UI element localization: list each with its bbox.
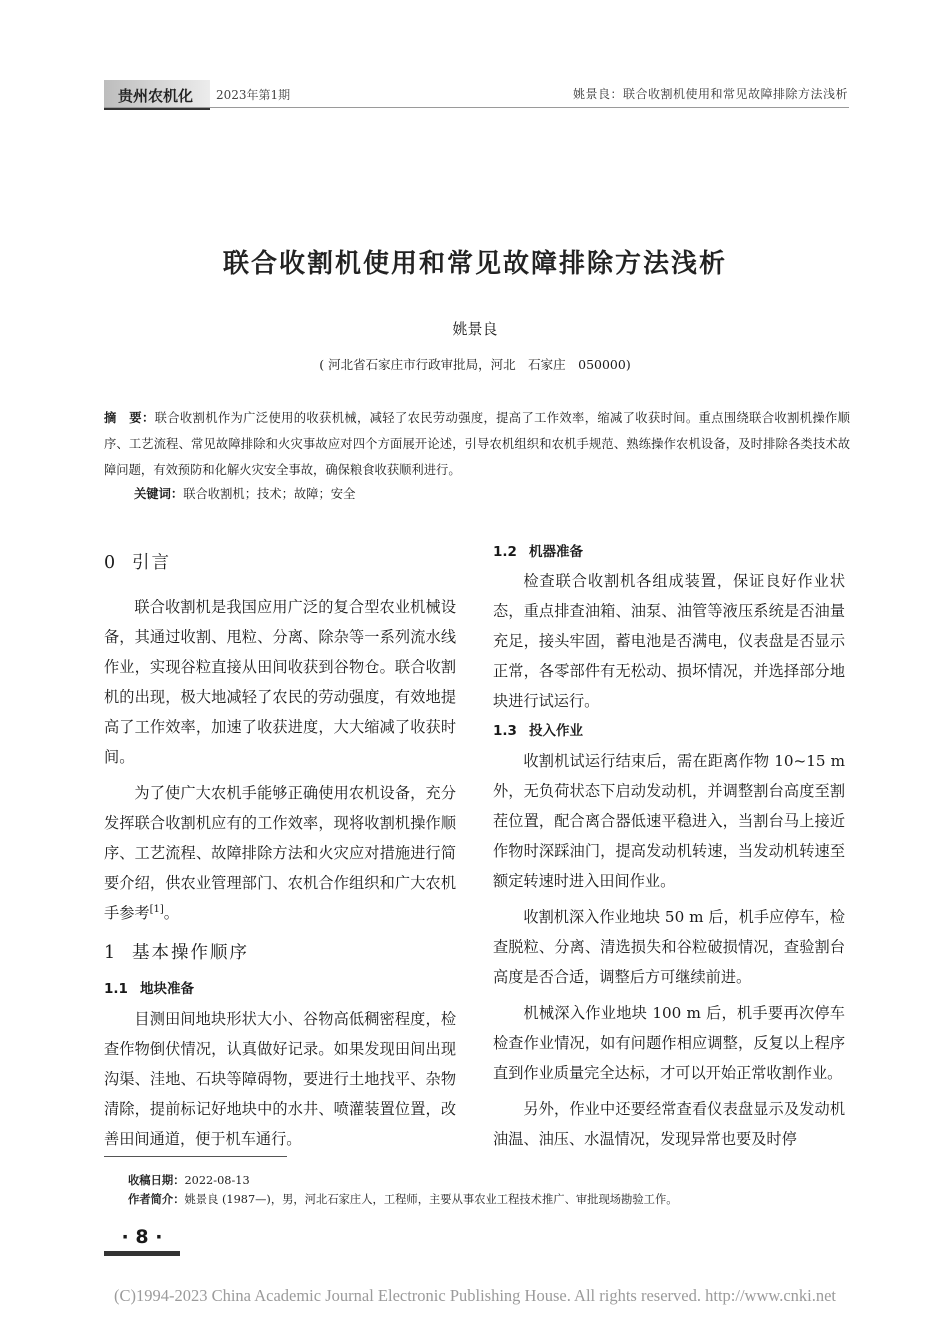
received-label: 收稿日期： <box>128 1174 185 1187</box>
paragraph: 另外，作业中还要经常查看仪表盘显示及发动机油温、油压、水温情况，发现异常也要及时停 <box>493 1100 845 1148</box>
running-title: 姚景良：联合收割机使用和常见故障排除方法浅析 <box>572 87 848 101</box>
section-number: 0 <box>104 553 118 573</box>
author-affiliation: ( 河北省石家庄市行政审批局，河北 石家庄 050000) <box>319 357 631 372</box>
section-title: 基本操作顺序 <box>132 943 249 963</box>
section-number: 1 <box>104 943 118 963</box>
header-rule <box>104 107 849 108</box>
subsection-title: 投入作业 <box>529 723 583 739</box>
subsection-1-2-heading <box>493 538 845 566</box>
paragraph <box>104 778 456 928</box>
article-title: 联合收割机使用和常见故障排除方法浅析 <box>222 249 727 279</box>
paragraph: 收割机试运行结束后，需在距离作物 10~15 m 外，无负荷状态下启动发动机，并调整割台高度至割茬位置，配合离合器低速平稳进入，当割台马上接近作物时深踩油门，提高发动机转速，当发动机转速至额定转速时进入田间作业。 <box>493 752 845 890</box>
section-0-heading <box>104 548 456 584</box>
page-number: · 8 · <box>121 1226 163 1248</box>
paragraph: 收割机深入作业地块 50 m 后，机手应停车，检查脱粒、分离、清选损失和谷粒破损情况，查验割台高度是否合适，调整后方可继续前进。 <box>493 908 845 986</box>
author-bio <box>128 1191 850 1207</box>
abstract-label: 摘 要： <box>104 411 155 425</box>
subsection-1-3-heading <box>493 716 845 746</box>
subsection-title: 机器准备 <box>529 544 583 560</box>
paragraph-text: 为了使广大农机手能够正确使用农机设备，充分发挥联合收割机应有的工作效率，现将收割机操作顺序、工艺流程、故障排除方法和火灾应对措施进行简要介绍，供农业管理部门、农机合作组织和广大农机手参考 <box>104 784 456 922</box>
paragraph: 目测田间地块形状大小、谷物高低稠密程度，检查作物倒伏情况，认真做好记录。如果发现田间出现沟渠、洼地、石块等障碍物，要进行土地找平、杂物清除，提前标记好地块中的水井、喷灌装置位置，改善田间通道，便于机车通行。 <box>104 1010 456 1148</box>
issue-label: 2023年第1期 <box>216 88 291 102</box>
received-value: 2022-08-13 <box>184 1174 250 1187</box>
footnote-rule <box>104 1156 287 1157</box>
bio-text: 姚景良 (1987—)，男，河北石家庄人，工程师，主要从事农业工程技术推广、审批现场勘验工作。 <box>184 1193 678 1206</box>
left-column <box>104 548 456 1154</box>
paragraph: 机械深入作业地块 100 m 后，机手要再次停车检查作业情况，如有问题作相应调整，反复以上程序直到作业质量完全达标，才可以开始正常收割作业。 <box>493 1004 845 1082</box>
section-title: 引言 <box>132 553 171 573</box>
section-1-heading <box>104 938 456 974</box>
received-date <box>128 1172 250 1188</box>
page-number-bar <box>104 1251 180 1256</box>
author-name: 姚景良 <box>452 320 498 338</box>
abstract <box>104 405 850 483</box>
subsection-title: 地块准备 <box>140 981 194 997</box>
abstract-text: 联合收割机作为广泛使用的收获机械，减轻了农民劳动强度，提高了工作效率，缩减了收获时间。重点围绕联合收割机操作顺序、工艺流程、常见故障排除和火灾事故应对四个方面展开论述，引导农机组织和农机手规范、熟练操作农机设备，及时排除各类技术故障问题，有效预防和化解火灾安全事故，确保粮食收获顺利进行。 <box>104 411 850 477</box>
paragraph: 联合收割机是我国应用广泛的复合型农业机械设备，其通过收割、甩粒、分离、除杂等一系列流水线作业，实现谷粒直接从田间收获到谷物仓。联合收割机的出现，极大地减轻了农民的劳动强度，有效地提高了工作效率，加速了收获进度，大大缩减了收获时间。 <box>104 598 456 766</box>
subsection-number: 1.2 <box>493 544 517 560</box>
keywords-label: 关键词： <box>134 487 184 501</box>
right-column <box>493 538 845 1154</box>
subsection-number: 1.3 <box>493 723 517 739</box>
keywords <box>134 484 355 502</box>
paragraph-end: 。 <box>163 904 179 922</box>
paragraph: 检查联合收割机各组成装置，保证良好作业状态，重点排查油箱、油泵、油管等液压系统是否油量充足，接头牢固，蓄电池是否满电，仪表盘是否显示正常，各零部件有无松动、损坏情况，并选择部分地块进行试运行。 <box>493 572 845 710</box>
journal-name: 贵州农机化 <box>118 87 194 105</box>
subsection-1-1-heading <box>104 974 456 1004</box>
copyright-notice: (C)1994-2023 China Academic Journal Electronic Publishing House. All rights reserved. http://www.cnki.net <box>113 1286 837 1305</box>
citation-ref[interactable]: [1] <box>149 903 164 915</box>
subsection-number: 1.1 <box>104 981 128 997</box>
bio-label: 作者简介： <box>128 1193 185 1206</box>
keywords-text: 联合收割机；技术；故障；安全 <box>183 487 356 501</box>
